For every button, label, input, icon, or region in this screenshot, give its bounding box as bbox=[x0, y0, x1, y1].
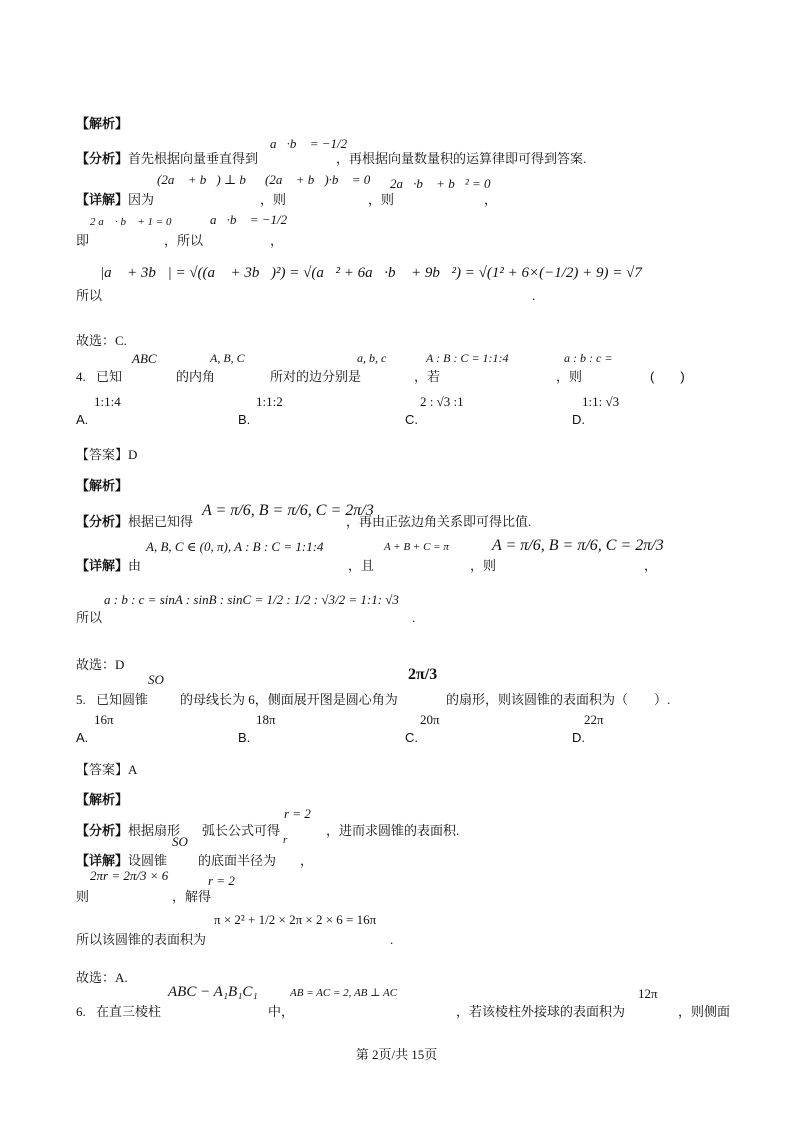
q5-m-eq: 2πr = 2π/3 × 6 bbox=[90, 868, 169, 883]
q4-fenxi-text2: ，再由正弦边角关系即可得比值. bbox=[346, 514, 532, 529]
q5-opt-b: B. bbox=[238, 730, 251, 745]
q5-answer: 【答案】A bbox=[76, 762, 138, 777]
q4-opt-a-math: 1:1:4 bbox=[94, 394, 121, 409]
q4-fenxi bbox=[76, 514, 193, 530]
q5-m-so: SO bbox=[148, 672, 164, 687]
q6-m-cond: AB = AC = 2, AB ⊥ AC bbox=[290, 987, 398, 999]
q4-opt-d: D. bbox=[572, 412, 585, 427]
xiangjie-label: 【详解】 bbox=[76, 192, 129, 207]
q5-ze: 则 bbox=[76, 889, 90, 904]
q3-suoyi-comma: ，所以 bbox=[164, 233, 204, 248]
q5-m-r: r bbox=[283, 834, 288, 846]
q5-m-area: π × 2² + 1/2 × 2π × 2 × 6 = 16π bbox=[214, 912, 377, 927]
q4-num: 4. bbox=[76, 369, 86, 384]
q4-opt-b-math: 1:1:2 bbox=[256, 394, 283, 409]
q5-opt-a-math: 16π bbox=[94, 712, 114, 727]
q4-ze: ，则 bbox=[470, 558, 497, 573]
q4-m-ABC: A, B, C bbox=[210, 351, 245, 365]
q4-guxuan: 故选：D bbox=[76, 657, 125, 672]
q4-t2: 的内角 bbox=[176, 369, 216, 384]
q5-suoyi: 所以该圆锥的表面积为 bbox=[76, 932, 207, 947]
q5-comma: ， bbox=[300, 853, 314, 868]
q5-guxuan: 故选：A. bbox=[76, 970, 128, 985]
q4-suoyi: 所以 bbox=[76, 610, 103, 625]
q3-fenxi-math: a⃗·b⃗ = −1/2 bbox=[270, 136, 348, 151]
q5-t1: 已知圆锥 bbox=[96, 692, 149, 707]
q4-qie: ，且 bbox=[348, 558, 375, 573]
q4-answer: 【答案】D bbox=[76, 447, 138, 462]
q4-t1: 已知 bbox=[96, 369, 123, 384]
q5-jiexi: 【解析】 bbox=[76, 792, 129, 807]
q5-xiangjie bbox=[76, 853, 167, 869]
q6-num: 6. bbox=[76, 1004, 86, 1019]
xiangjie-text: 设圆锥 bbox=[128, 853, 168, 868]
fenxi-text: 首先根据向量垂直得到 bbox=[128, 151, 259, 166]
q5-xj-text2: 的底面半径为 bbox=[198, 853, 277, 868]
q4-opt-a: A. bbox=[76, 412, 89, 427]
q5-opt-c: C. bbox=[405, 730, 418, 745]
q5-t3: 的扇形，则该圆锥的表面积为（ ）. bbox=[446, 692, 671, 707]
q5-fenxi-text2: 弧长公式可得 bbox=[202, 823, 281, 838]
q4-comma: ， bbox=[644, 558, 658, 573]
fenxi-label: 【分析】 bbox=[76, 514, 129, 529]
q3-math-final: |a⃗ + 3b⃗| = √((a⃗ + 3b⃗)²) = √(a⃗² + 6a⃗·b⃗ + 9b⃗²) = √(1² + 6×(−1/2) + 9) = √7 bbox=[100, 265, 642, 281]
q5-opt-b-math: 18π bbox=[256, 712, 276, 727]
q4-period: . bbox=[412, 610, 416, 625]
q4-paren: ( ) bbox=[650, 369, 685, 384]
q5-m-so2: SO bbox=[172, 834, 188, 849]
q4-m-ask: a : b : c = bbox=[564, 351, 613, 365]
q6-m-prism: ABC − A₁B₁C₁ bbox=[168, 984, 258, 1000]
q4-opt-c: C. bbox=[405, 412, 418, 427]
q5-m-r2b: r = 2 bbox=[208, 873, 235, 888]
q5-m-r2: r = 2 bbox=[284, 806, 311, 821]
q5-period: . bbox=[390, 932, 394, 947]
q6-t1: 在直三棱柱 bbox=[96, 1004, 162, 1019]
q5-opt-a: A. bbox=[76, 730, 89, 745]
q6-t2: 中， bbox=[268, 1004, 295, 1019]
q3-math-dot0: (2a⃗ + b⃗)·b⃗ = 0 bbox=[265, 172, 371, 187]
q3-fenxi-text2: ，再根据向量数量积的运算律即可得到答案. bbox=[336, 151, 587, 166]
q6-m-area: 12π bbox=[638, 986, 658, 1001]
fenxi-text: 根据已知得 bbox=[128, 514, 194, 529]
q4-m-abc: ABC bbox=[132, 351, 157, 366]
xiangjie-label: 【详解】 bbox=[76, 558, 129, 573]
q3-math-expand: 2a⃗·b⃗ + b⃗² = 0 bbox=[390, 176, 491, 191]
fenxi-label: 【分析】 bbox=[76, 151, 129, 166]
q5-num: 5. bbox=[76, 692, 86, 707]
q3-math-ji: 2 a⃗ · b⃗ + 1 = 0 bbox=[90, 216, 172, 228]
q3-ze2: ，则 bbox=[368, 192, 395, 207]
xiangjie-label: 【详解】 bbox=[76, 853, 129, 868]
q4-m-ratio: A : B : C = 1:1:4 bbox=[426, 351, 509, 365]
q3-ji: 即 bbox=[76, 233, 90, 248]
q4-opt-d-math: 1:1: √3 bbox=[582, 394, 620, 409]
q5-m-angle: 2π/3 bbox=[408, 666, 438, 683]
q4-jiexi: 【解析】 bbox=[76, 478, 129, 493]
q3-math-perp: (2a⃗ + b⃗) ⊥ b⃗ bbox=[157, 172, 256, 187]
q4-m-cond: A, B, C ∈ (0, π), A : B : C = 1:1:4 bbox=[146, 539, 324, 554]
q4-t4: ，若 bbox=[414, 369, 441, 384]
q5-opt-d-math: 22π bbox=[584, 712, 604, 727]
q3-ze1: ，则 bbox=[260, 192, 287, 207]
q4-m-final: a : b : c = sinA : sinB : sinC = 1/2 : 1/2 : √3/2 = 1:1: √3 bbox=[104, 592, 399, 607]
q3-math-ab: a⃗·b⃗ = −1/2 bbox=[210, 212, 288, 227]
xiangjie-text: 由 bbox=[128, 558, 142, 573]
q5-opt-c-math: 20π bbox=[420, 712, 440, 727]
fenxi-text: 根据扇形 bbox=[128, 823, 181, 838]
q5-t2: 的母线长为 6，侧面展开图是圆心角为 bbox=[180, 692, 398, 707]
q4-fenxi-math: A = π/6, B = π/6, C = 2π/3 bbox=[202, 502, 374, 519]
q5-fenxi-text3: ，进而求圆锥的表面积. bbox=[326, 823, 460, 838]
q5-opt-d: D. bbox=[572, 730, 585, 745]
q4-opt-c-math: 2 : √3 :1 bbox=[420, 394, 464, 409]
q3-comma2: ， bbox=[270, 233, 284, 248]
q4-m-vals: A = π/6, B = π/6, C = 2π/3 bbox=[492, 537, 664, 554]
q3-suoyi: 所以 bbox=[76, 288, 103, 303]
q5-fenxi bbox=[76, 823, 180, 839]
q4-t3: 所对的边分别是 bbox=[270, 369, 362, 384]
q3-fenxi bbox=[76, 151, 258, 167]
q5-jiede: ，解得 bbox=[172, 889, 212, 904]
q3-jiexi-label: 【解析】 bbox=[76, 116, 129, 131]
q4-opt-b: B. bbox=[238, 412, 251, 427]
fenxi-label: 【分析】 bbox=[76, 823, 129, 838]
q4-m-sum: A + B + C = π bbox=[384, 541, 449, 553]
q4-m-sides: a, b, c bbox=[357, 351, 387, 365]
q3-period: . bbox=[532, 288, 536, 303]
q4-xiangjie bbox=[76, 558, 141, 574]
page-footer: 第 2页/共 15页 bbox=[355, 1047, 438, 1062]
q3-xiangjie bbox=[76, 192, 154, 208]
q4-t5: ，则 bbox=[556, 369, 583, 384]
xiangjie-text: 因为 bbox=[128, 192, 155, 207]
q3-guxuan: 故选：C. bbox=[76, 333, 127, 348]
q3-comma: ， bbox=[484, 192, 498, 207]
q6-t3: ，若该棱柱外接球的表面积为 bbox=[456, 1004, 626, 1019]
q6-t4: ，则侧面 bbox=[678, 1004, 731, 1019]
